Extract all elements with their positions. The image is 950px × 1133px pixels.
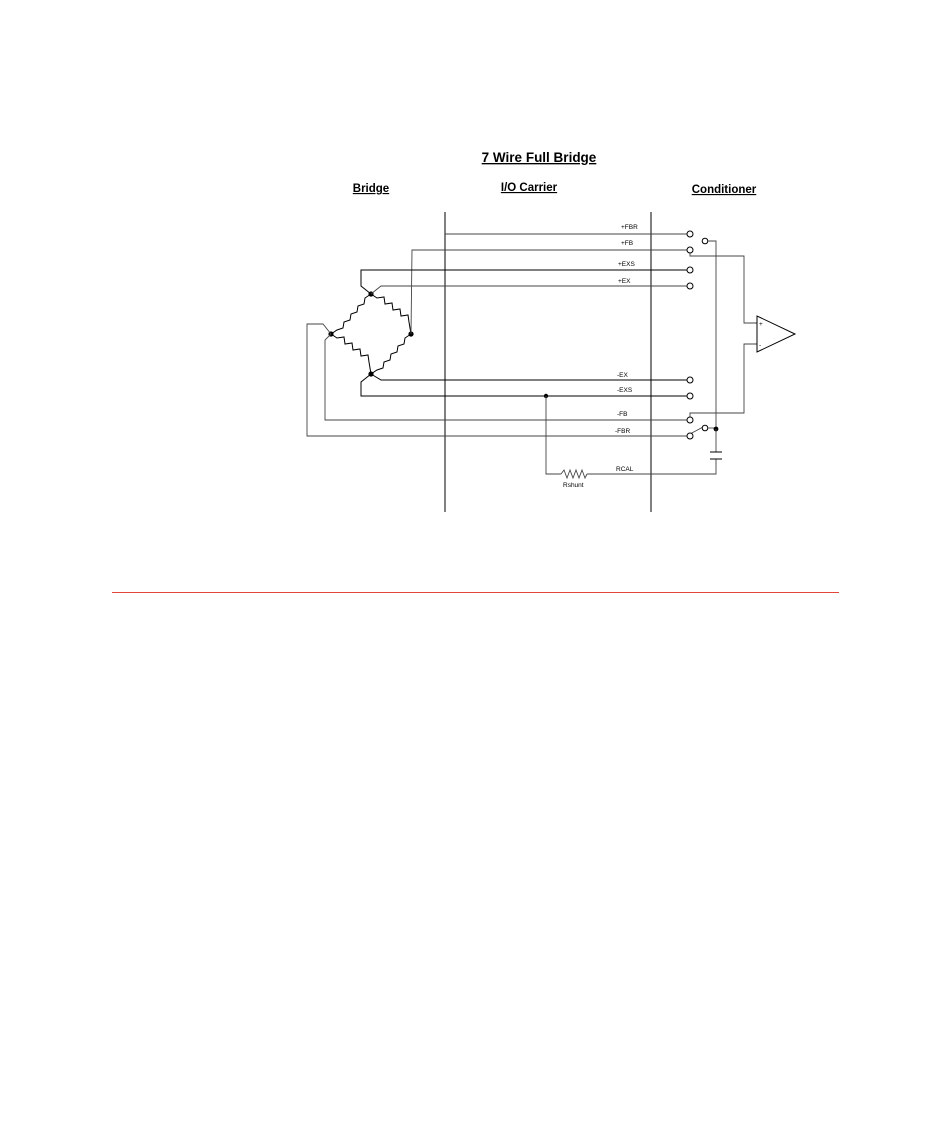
label-exs-neg: -EXS xyxy=(617,387,633,394)
terminal-fbr-neg xyxy=(687,433,693,439)
bridge-resistor-top-right xyxy=(371,294,411,334)
label-ex-pos: +EX xyxy=(618,278,631,285)
rshunt-resistor xyxy=(561,470,587,478)
conditioner-circuit xyxy=(690,238,795,459)
wire-switch-bus xyxy=(708,241,716,428)
header-conditioner: Conditioner xyxy=(691,184,757,196)
label-ex-neg: -EX xyxy=(617,372,628,379)
label-fbr-neg: -FBR xyxy=(615,428,631,435)
wire-ex-neg xyxy=(371,374,687,380)
terminal-ex-neg xyxy=(687,377,693,383)
wire-rshunt-left xyxy=(546,396,561,474)
label-rshunt: Rshunt xyxy=(563,482,584,489)
wire-fb-pos xyxy=(411,250,687,334)
wire-exs-neg xyxy=(361,374,687,396)
wire-amp-plus xyxy=(690,252,757,323)
wire-fb-neg xyxy=(325,334,687,420)
terminal-exs-pos xyxy=(687,267,693,273)
label-fbr-pos: +FBR xyxy=(621,224,638,231)
terminal-fbr-pos xyxy=(687,231,693,237)
header-io-carrier: I/O Carrier xyxy=(500,182,558,194)
label-fb-pos: +FB xyxy=(621,240,634,247)
header-bridge: Bridge xyxy=(352,183,390,195)
amp-minus-label: - xyxy=(759,342,762,349)
amp-plus-label: + xyxy=(759,321,763,328)
page-divider xyxy=(112,592,839,593)
switch-fbr-neg-contact xyxy=(702,425,708,431)
terminal-ex-pos xyxy=(687,283,693,289)
terminal-fb-pos xyxy=(687,247,693,253)
terminal-block xyxy=(687,231,693,439)
wire-ex-pos xyxy=(371,286,687,294)
bridge-network xyxy=(328,291,413,376)
diagram-title: 7 Wire Full Bridge xyxy=(481,150,597,165)
bridge-resistor-bottom-right xyxy=(371,334,411,374)
label-fb-neg: -FB xyxy=(617,411,628,418)
label-exs-pos: +EXS xyxy=(618,261,635,268)
terminal-fb-neg xyxy=(687,417,693,423)
bridge-resistor-top-left xyxy=(331,294,371,334)
label-rcal: RCAL xyxy=(616,466,634,473)
wire-exs-pos xyxy=(361,270,687,294)
bridge-resistor-bottom-left xyxy=(331,334,371,374)
wire-amp-minus xyxy=(690,344,757,418)
terminal-exs-neg xyxy=(687,393,693,399)
switch-fbr-pos-contact xyxy=(702,238,708,244)
signal-labels xyxy=(563,224,638,489)
switch-fbr-neg-blade xyxy=(690,427,703,434)
